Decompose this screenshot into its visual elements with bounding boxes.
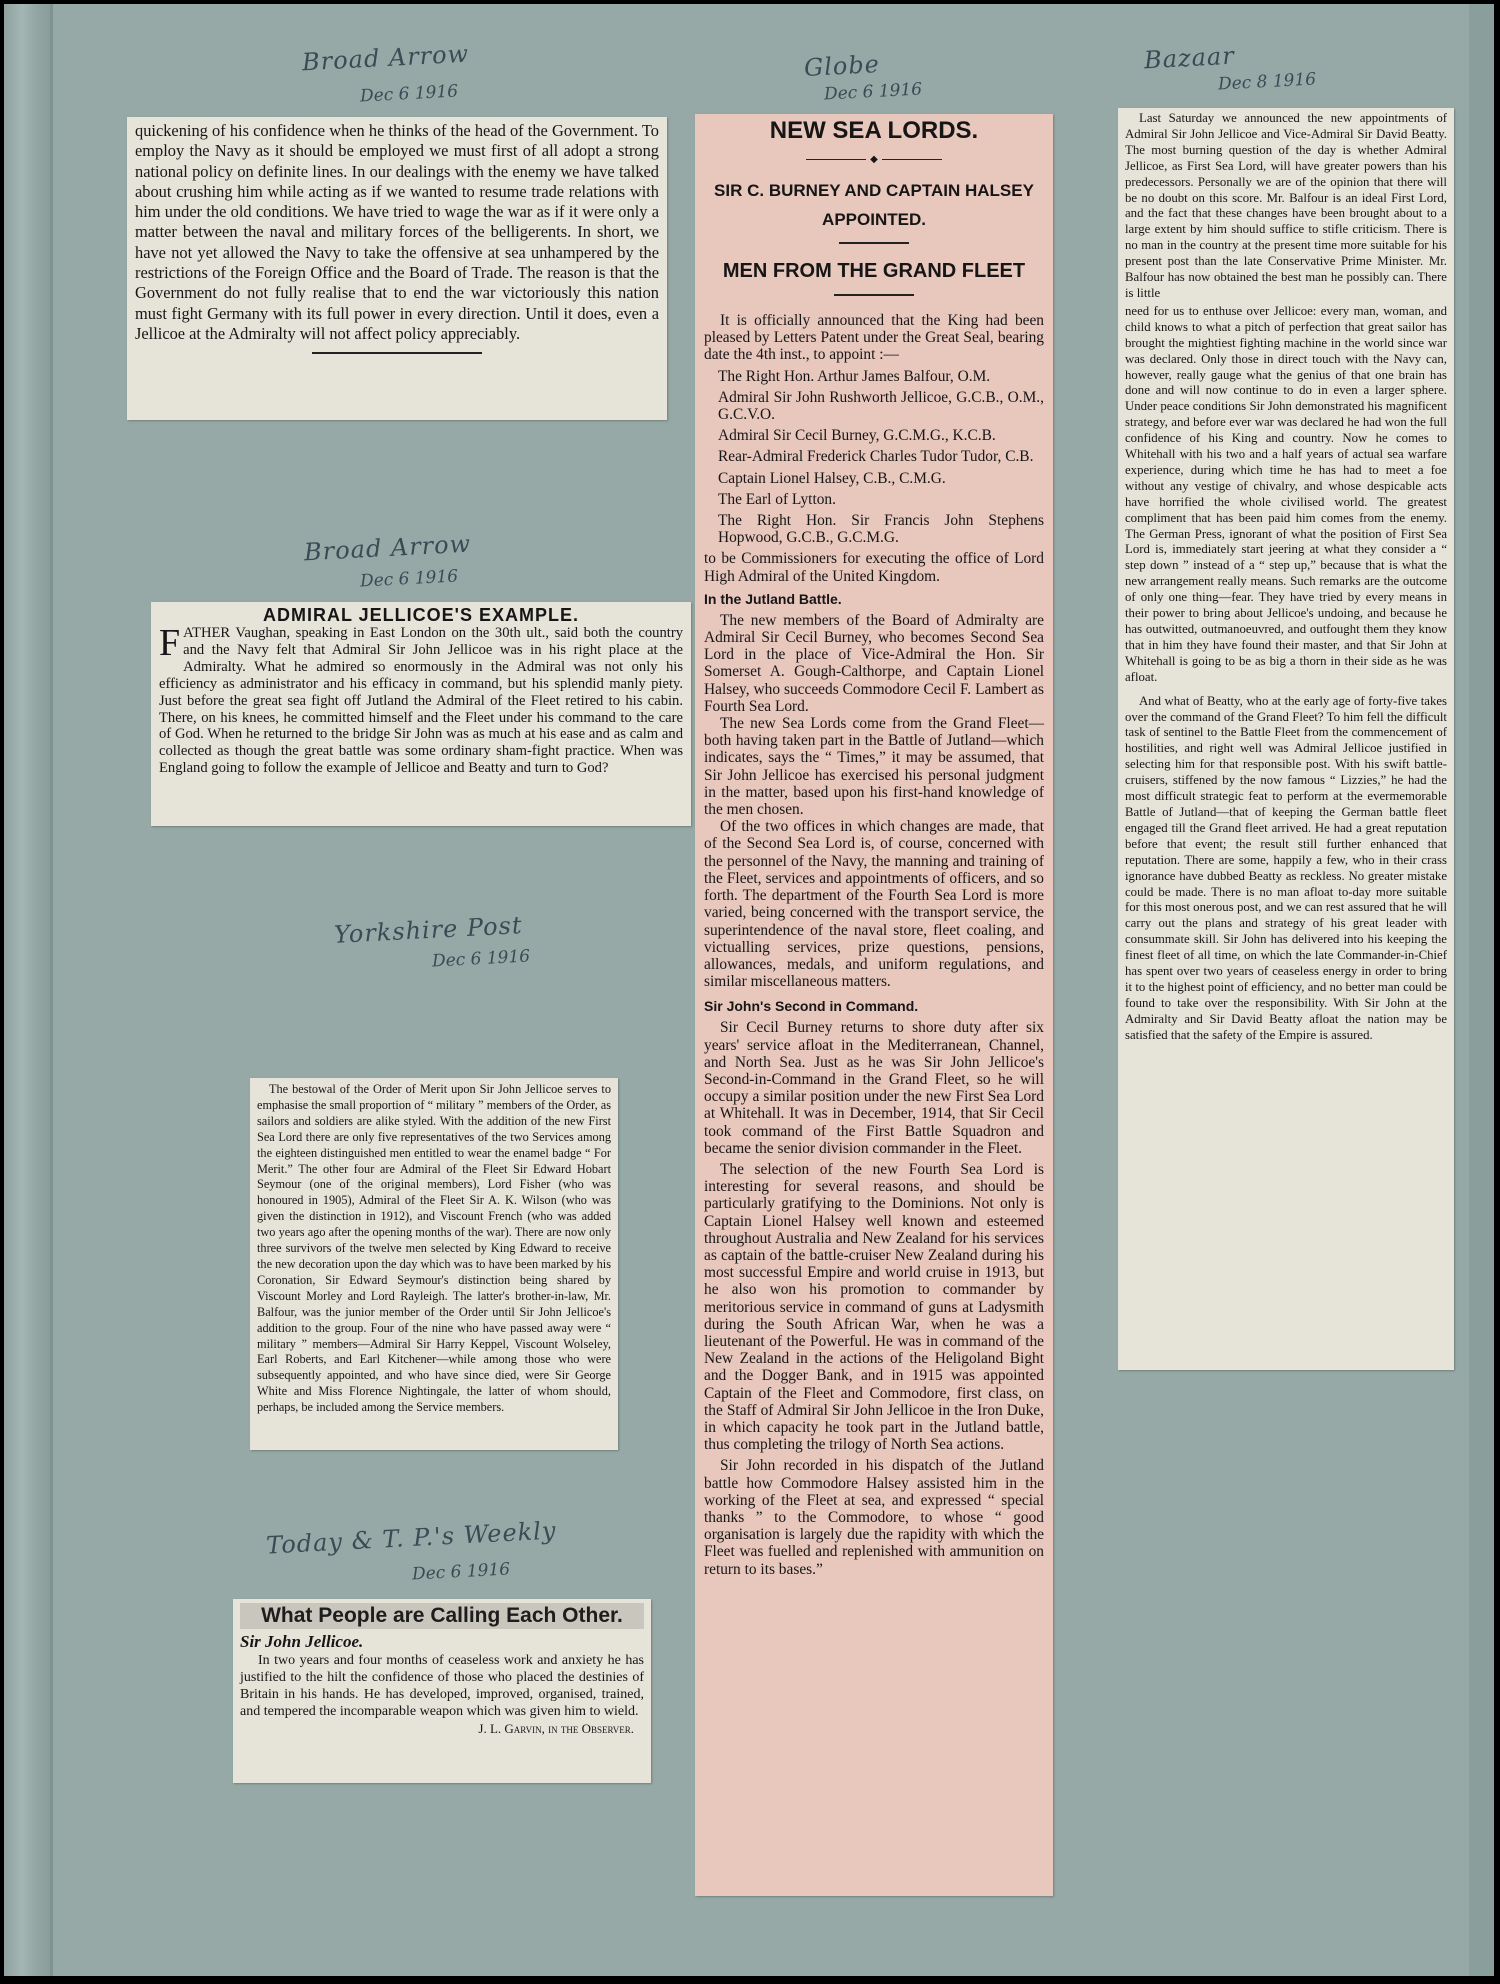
divider-rule xyxy=(839,242,909,244)
annotation-date-globe: Dec 6 1916 xyxy=(823,79,923,105)
clipping-subhead: SIR C. BURNEY AND CAPTAIN HALSEY APPOINTED. xyxy=(714,181,1034,229)
body-paragraph: Last Saturday we announced the new appointments of Admiral Sir John Jellicoe and Vice-Admiral Sir David Beatty. The most burning question of the day is whether Admiral Jellicoe, as First Sea Lord, will have greater powers than his predecessors. Personally we are of the opinion that there will be no doubt on this score. Mr. Balfour is an ideal First Lord, and the fact that these changes have been brought about to a large extent by him should suffice to stifle criticism. There is no man in the country at the present time more suitable for his present post than the late Conservative Prime Minister. Mr. Balfour has now obtained the best man he possibly can. There is little xyxy=(1125,111,1447,300)
binding-edge xyxy=(50,4,53,1976)
appointee: Admiral Sir John Rushworth Jellicoe, G.C.B., O.M., G.C.V.O. xyxy=(718,388,1044,424)
body-paragraph: The selection of the new Fourth Sea Lord is interesting for several reasons, and should be particularly gratifying to the Dominions. Not only is Captain Lionel Halsey well known and esteemed throughout Australia and New Zealand for his services as captain of the battle-cruiser New Zealand during his most successful Empire and world cruise in 1913, but he also won his promotion to commander by meritorious service in command of guns at Ladysmith during the South African War, when he was a lieutenant of the Powerful. He was in command of the New Zealand in the actions of the Heligoland Bight and the Dogger Bank, and in 1915 was appointed Captain of the Fleet and Commodore, first class, on the Staff of Admiral Sir John Jellicoe in the Iron Duke, in which capacity he took part in the Jutland battle, thus completing the trilogy of North Sea actions. xyxy=(704,1160,1044,1454)
body-paragraph: Of the two offices in which changes are made, that of the Second Sea Lord is, of course, concerned with the personnel of the Navy, the manning and training of the Fleet, services and appointments of officers, and so forth. The department of the Fourth Sea Lord is more varied, being concerned with the transport service, the superintendence of the naval store, fleet coaling, and victualling services, prize questions, pensions, allowances, medals, and uniform regulations, and similar miscellaneous matters. xyxy=(704,818,1044,991)
annotation-date-today: Dec 6 1916 xyxy=(411,1559,511,1585)
divider-rule-2 xyxy=(834,294,914,296)
annotation-date-yorkshire: Dec 6 1916 xyxy=(431,946,531,972)
annotation-date-1: Dec 6 1916 xyxy=(359,81,459,107)
annotation-yorkshire-post: Yorkshire Post xyxy=(333,911,524,949)
clipping-jellicoe-example xyxy=(151,602,691,826)
clipping-bazaar xyxy=(1118,108,1454,1370)
clipping-broad-arrow xyxy=(127,117,667,420)
appointee-list xyxy=(704,368,1044,547)
drop-cap: F xyxy=(159,622,181,664)
intro-paragraph: It is officially announced that the King had been pleased by Letters Patent under the Great Seal, bearing date the 4th inst., to appoint :— xyxy=(704,312,1044,364)
scrapbook-page xyxy=(4,4,1494,1976)
appointee: Admiral Sir Cecil Burney, G.C.M.G., K.C.B. xyxy=(718,427,996,445)
section-heading: In the Jutland Battle. xyxy=(704,590,842,607)
clipping-headline: ADMIRAL JELLICOE'S EXAMPLE. xyxy=(263,605,579,625)
appointee: The Right Hon. Sir Francis John Stephens Hopwood, G.C.B., G.C.M.G. xyxy=(718,512,1044,547)
ornament-rule: ◆ xyxy=(704,150,1044,168)
body-paragraph: need for us to enthuse over Jellicoe: every man, woman, and child knows to what a pitch of perfection that great sailor has brought the mightiest fighting machine in the world since war was declared. Only those in direct touch with the Navy can, however, really gauge what the genius of that one brain has done and will now continue to do in even a larger sphere. Under peace conditions Sir John demonstrated his magnificent strategy, and before ever war was declared he had won the full confidence of his King and country. Now he comes to Whitehall with his two and a half years of actual sea warfare experience, during which time he has had to meet a foe without any vestige of chivalry, and whose despicable acts have horrified the whole civilised world. The greatest compliment that has been paid him comes from the enemy. The German Press, ignorant of what the position of First Sea Lord is, immediately start jeering at what they consider a “ step down ” instead of a “ step up,” because that is what the new arrangement really means. Such remarks are the outcome of only one thing—fear. They have tried by every means in their power to bring about Jellicoe's undoing, and because he has outwitted, outmanoeuvred, and outfought them they know that in him they have found their master, and that Sir John at Whitehall is going to be as big a thorn in their side as he was afloat. xyxy=(1125,303,1447,684)
clipping-text: In two years and four months of ceaseless work and anxiety he has justified to the hilt the confidence of those who placed the destinies of Britain in his hands. He has developed, improved, organised, trained, and tempered the incomparable weapon which was given him to wield. xyxy=(240,1653,644,1719)
clipping-subhead-2: MEN FROM THE GRAND FLEET xyxy=(722,260,1026,282)
appointee: The Earl of Lytton. xyxy=(718,490,836,508)
clipping-new-sea-lords xyxy=(695,114,1053,1896)
clipping-subhead: Sir John Jellicoe. xyxy=(240,1632,364,1651)
page-edge xyxy=(1469,4,1494,1976)
annotation-bazaar: Bazaar xyxy=(1143,41,1236,75)
annotation-date-bazaar: Dec 8 1916 xyxy=(1217,69,1317,95)
appointee: Captain Lionel Halsey, C.B., C.M.G. xyxy=(718,469,946,487)
clipping-people-calling xyxy=(233,1599,651,1783)
annotation-date-2: Dec 6 1916 xyxy=(359,566,459,592)
divider-rule xyxy=(312,352,482,354)
body-paragraph: And what of Beatty, who at the early age of forty-five takes over the command of the Grand Fleet? To him fell the difficult task of sentinel to the Battle Fleet from the commencement of hostilities, and right well was Admiral Jellicoe justified in selecting him for that responsible post. With his swift battle-cruisers, stiffened by the now famous “ Lizzies,” he had the most difficult strategic feat to perform at the evermemorable Battle of Jutland—that of keeping the German battle fleet engaged till the Grand fleet arrived. He had a great reputation before that event; the result still further enhanced that reputation. There are some, happily a few, who in their crass ignorance have dubbed Beatty as reckless. No greater mistake could be made. There is no man afloat to-day more suitable for this most onerous post, and we can rest assured that he will carry out the plans and strategy of his great leader with consummate skill. Sir John has delivered into his keeping the finest fleet of all time, on which the late Commander-in-Chief has spent over two years of ceaseless energy in order to bring it to the highest point of efficiency, and no better man could be found to take over the responsibility. With Sir John at the Admiralty and Sir David Beatty afloat the nation may be satisfied that the safety of the Empire is assured. xyxy=(1125,693,1447,1042)
clipping-headline: What People are Calling Each Other. xyxy=(240,1603,644,1629)
annotation-today: Today & T. P.'s Weekly xyxy=(265,1516,558,1560)
annotation-globe: Globe xyxy=(803,50,881,82)
clipping-text: ATHER Vaughan, speaking in East London on the 30th ult., said both the country and the Navy felt that Admiral Sir John Jellicoe was in his right place at the Admiralty. What he admired so enormously in the Admiral was not only his efficiency as administrator and his efficacy in command, but his splendid manly piety. Just before the great sea fight off Jutland the Admiral of the Fleet retired to his cabin. There, on his knees, he committed himself and the Fleet under his command to the care of God. When he returned to the bridge Sir John was as much at his ease and as calm and collected as though the great battle was some ordinary sham-fight practice. When was England going to follow the example of Jellicoe and Beatty and turn to God? xyxy=(159,625,683,777)
clipping-text: quickening of his confidence when he thinks of the head of the Government. To employ the Navy as it should be employed we must first of all adopt a strong national policy on definite lines. In our dealings with the enemy we have talked about crushing him while acting as if we wanted to resume trade relations with him under the old conditions. We have tried to wage the war as if it were only a matter between the naval and military forces of the belligerents. In short, we have not yet allowed the Navy to take the offensive at sea unhampered by the restrictions of the Foreign Office and the Board of Trade. The reason is that the Government do not fully realise that to end the war victoriously this nation must fight Germany with its full power in every direction. Until it does, even a Jellicoe at the Admiralty will not affect policy appreciably. xyxy=(135,121,659,343)
clipping-byline: J. L. Garvin, in the Observer. xyxy=(478,1721,634,1736)
after-list-paragraph: to be Commissioners for executing the office of Lord High Admiral of the United Kingdom. xyxy=(704,550,1044,585)
body-paragraph: Sir John recorded in his dispatch of the Jutland battle how Commodore Halsey assisted him in the working of the Fleet at sea, and expressed “ special thanks ” to the Commodore, to whose “ good organisation is largely due the rapidity with which the Fleet was fuelled and replenished with ammunition on return to its bases.” xyxy=(704,1457,1044,1578)
appointee: The Right Hon. Arthur James Balfour, O.M. xyxy=(718,367,991,385)
annotation-broad-arrow-2: Broad Arrow xyxy=(303,529,472,567)
body-paragraph: The new members of the Board of Admiralty are Admiral Sir Cecil Burney, who becomes Second Sea Lord in the place of Vice-Admiral the Hon. Sir Somerset A. Gough-Calthorpe, and Captain Lionel Halsey, who succeeds Commodore Cecil F. Lambert as Fourth Sea Lord. xyxy=(704,611,1044,715)
body-paragraph: Sir Cecil Burney returns to shore duty after six years' service afloat in the Mediterranean, Channel, and North Sea. Just as he was Sir John Jellicoe's Second-in-Command in the Grand Fleet, so he will occupy a similar position under the new First Sea Lord at Whitehall. It was in December, 1914, that Sir Cecil took command of the First Battle Squadron and became the senior division commander in the Fleet. xyxy=(704,1019,1044,1157)
body-paragraph: The new Sea Lords come from the Grand Fleet—both having taken part in the Battle of Jutland—which indicates, says the “ Times,” it may be assumed, that Sir John Jellicoe has exercised his personal judgment in the matter, based upon his first-hand knowledge of the men chosen. xyxy=(704,715,1044,819)
clipping-text: The bestowal of the Order of Merit upon Sir John Jellicoe serves to emphasise the small proportion of “ military ” members of the Order, as sailors and soldiers are alike styled. With the addition of the new First Sea Lord there are only five representatives of the two Services among the eighteen distinguished men entitled to wear the enamel badge “ For Merit.” The other four are Admiral of the Fleet Sir Edward Hobart Seymour (one of the original members), Lord Fisher (who was honoured in 1905), Admiral of the Fleet Sir A. K. Wilson (who was given the distinction in 1912), and Viscount French (who was added two years ago after the opening months of the war). There are now only three survivors of the twelve men selected by King Edward to receive the new decoration upon the day which was to have been marked by his Coronation, Sir Edward Seymour's distinction being shared by Viscount Morley and Lord Rayleigh. The latter's brother-in-law, Mr. Balfour, was the junior member of the Order until Sir John Jellicoe's addition to the group. Four of the nine who have passed away were “ military ” members—Admiral Sir Harry Keppel, Viscount Wolseley, Earl Roberts, and Earl Kitchener—while among those who were subsequently appointed, and who have since died, were Sir George White and Miss Florence Nightingale, the latter of whom should, perhaps, be included among the Service members. xyxy=(257,1082,611,1415)
section-heading: Sir John's Second in Command. xyxy=(704,998,919,1015)
clipping-headline: NEW SEA LORDS. xyxy=(769,117,979,144)
annotation-broad-arrow-1: Broad Arrow xyxy=(301,39,470,77)
album-binding xyxy=(4,4,50,1976)
clipping-yorkshire-post xyxy=(250,1078,618,1450)
appointee: Rear-Admiral Frederick Charles Tudor Tudor, C.B. xyxy=(718,448,1034,466)
